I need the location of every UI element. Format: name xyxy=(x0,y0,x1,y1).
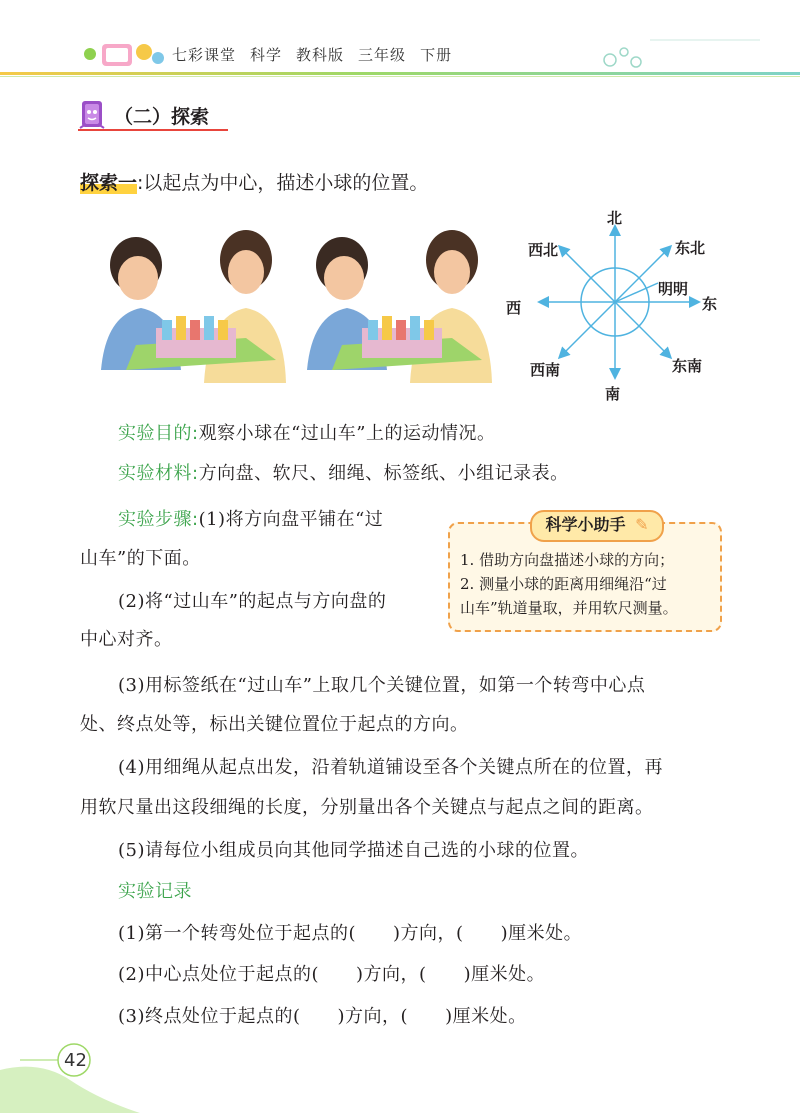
purpose-label: 实验目的: xyxy=(118,423,199,444)
series-logo xyxy=(80,36,168,72)
step2-text-a: (2)将“过山车”的起点与方向盘的 xyxy=(118,591,387,612)
record-row-3: (3)终点处位于起点的( )方向，( )厘米处。 xyxy=(118,1006,527,1027)
section-underline xyxy=(78,129,228,131)
explore-heading xyxy=(80,168,428,195)
compass-northeast: 东北 xyxy=(675,239,706,257)
record-heading xyxy=(118,878,192,906)
step3-text-b: 处、终点处等，标出关键位置位于起点的方向。 xyxy=(80,714,469,735)
science-helper-title xyxy=(530,510,664,542)
header-rule-thin xyxy=(0,76,800,77)
page-number: 42 xyxy=(64,1050,87,1071)
compass-north: 北 xyxy=(607,209,623,227)
compass-northwest: 西北 xyxy=(528,241,559,259)
materials-label: 实验材料: xyxy=(118,463,199,484)
materials-line xyxy=(118,460,569,488)
helper-line-2: 2. 测量小球的距离用细绳沿“过 xyxy=(460,575,667,593)
materials-text: 方向盘、软尺、细绳、标签纸、小组记录表。 xyxy=(198,463,569,484)
pencil-icon: ✎ xyxy=(635,515,649,534)
helper-line-3: 山车”轨道量取，并用软尺测量。 xyxy=(460,599,678,617)
header-title xyxy=(172,44,466,65)
explore-tag: 探索一 xyxy=(80,172,138,194)
header-volume: 下册 xyxy=(420,46,453,64)
compass-west: 西 xyxy=(506,299,522,317)
step5-text: (5)请每位小组成员向其他同学描述自己选的小球的位置。 xyxy=(118,840,589,861)
compass-person-label: 明明 xyxy=(658,280,689,298)
step1-text-b: 山车”的下面。 xyxy=(80,548,201,569)
header-series: 七彩课堂 xyxy=(172,46,237,64)
step2-text-b: 中心对齐。 xyxy=(80,629,173,650)
book-icon xyxy=(78,98,108,132)
header-rule xyxy=(0,72,800,75)
section-title: （二）探索 xyxy=(114,106,210,128)
step1-text-a: (1)将方向盘平铺在“过 xyxy=(198,509,384,530)
purpose-line xyxy=(118,420,495,448)
explore-text: :以起点为中心，描述小球的位置。 xyxy=(137,172,429,194)
compass-southeast: 东南 xyxy=(672,357,703,375)
science-helper-text xyxy=(460,548,710,620)
purpose-text: 观察小球在“过山车”上的运动情况。 xyxy=(198,423,496,444)
step4-text-a: (4)用细绳从起点出发，沿着轨道铺设至各个关键点所在的位置，再 xyxy=(118,757,663,778)
header-decoration xyxy=(570,30,760,90)
step4-text-b: 用软尺量出这段细绳的长度，分别量出各个关键点与起点之间的距离。 xyxy=(80,797,654,818)
header-subject: 科学 xyxy=(250,46,283,64)
header-publisher: 教科版 xyxy=(296,46,345,64)
record-row-2: (2)中心点处位于起点的( )方向，( )厘米处。 xyxy=(118,964,546,985)
compass-southwest: 西南 xyxy=(530,361,561,379)
steps-label: 实验步骤: xyxy=(118,509,199,530)
header-grade: 三年级 xyxy=(358,46,407,64)
record-label: 实验记录 xyxy=(118,881,192,902)
record-row-1: (1)第一个转弯处位于起点的( )方向，( )厘米处。 xyxy=(118,923,583,944)
step3-text-a: (3)用标签纸在“过山车”上取几个关键位置，如第一个转弯中心点 xyxy=(118,675,646,696)
helper-line-1: 1. 借助方向盘描述小球的方向； xyxy=(460,551,675,569)
compass-south: 南 xyxy=(605,385,621,403)
steps-line xyxy=(118,506,383,534)
science-helper-title-text: 科学小助手 xyxy=(545,515,626,534)
compass-east: 东 xyxy=(702,295,718,313)
compass-diagram xyxy=(500,205,730,405)
illustration-children-game-1 xyxy=(96,220,286,383)
illustration-children-game-2 xyxy=(302,220,492,383)
